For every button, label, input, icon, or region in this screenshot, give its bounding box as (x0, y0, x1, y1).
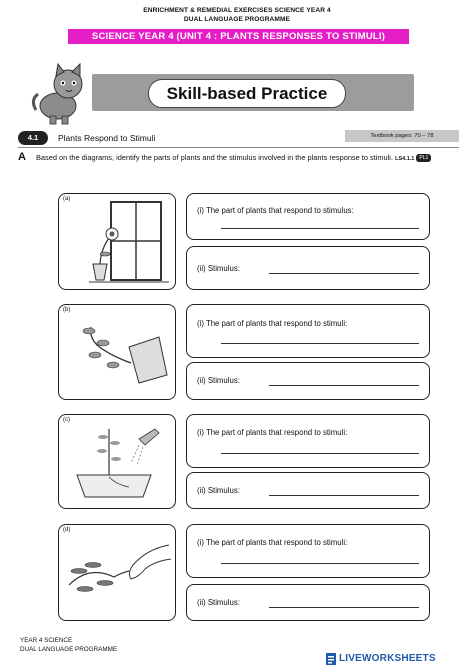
question-part-c: (i) The part of plants that respond to stimuli: (197, 428, 348, 437)
unit-banner: SCIENCE YEAR 4 (UNIT 4 : PLANTS RESPONSES TO STIMULI) (68, 29, 409, 44)
answer-line-b-part[interactable] (221, 343, 419, 344)
question-part-a: (i) The part of plants that respond to stimulus: (197, 206, 354, 215)
question-stimulus-b: (ii) Stimulus: (197, 376, 240, 385)
footer-line2: DUAL LANGUAGE PROGRAMME (20, 646, 118, 653)
footer-line1: YEAR 4 SCIENCE (20, 637, 73, 644)
item-label: (a) (63, 196, 71, 202)
section-divider (18, 147, 459, 148)
standard-code: LS4.1.1 (395, 156, 415, 162)
diagram-d (58, 524, 176, 621)
diagram-b (58, 304, 176, 400)
instruction-text: Based on the diagrams, identify the parts of plants and the stimulus involved in the plants response to stimuli. (36, 153, 394, 162)
answer-box-c-part (186, 414, 430, 468)
answer-box-a-stimulus (186, 246, 430, 290)
answer-line-d-stimulus[interactable] (269, 607, 419, 608)
item-label: (b) (63, 307, 71, 313)
question-letter: A (18, 151, 26, 163)
question-part-d: (i) The part of plants that respond to stimuli: (197, 538, 348, 547)
header-subtitle: DUAL LANGUAGE PROGRAMME (183, 16, 291, 23)
item-label: (d) (63, 527, 71, 533)
answer-line-a-stimulus[interactable] (269, 273, 419, 274)
section-title: Plants Respond to Stimuli (58, 133, 156, 143)
page-title: Skill-based Practice (166, 84, 328, 103)
performance-level-badge: PL1 (416, 154, 431, 162)
question-stimulus-a: (ii) Stimulus: (197, 264, 240, 273)
question-stimulus-c: (ii) Stimulus: (197, 486, 240, 495)
answer-box-d-part (186, 524, 430, 578)
question-part-b: (i) The part of plants that respond to stimuli: (197, 319, 348, 328)
textbook-pages: Textbook pages: 70 – 78 (345, 130, 459, 142)
item-label: (c) (63, 417, 70, 423)
section-number: 4.1 (18, 131, 48, 145)
answer-line-b-stimulus[interactable] (269, 385, 419, 386)
cat-mascot-icon (28, 60, 100, 126)
diagram-c (58, 414, 176, 509)
answer-box-d-stimulus (186, 584, 430, 621)
answer-box-a-part (186, 193, 430, 240)
answer-line-c-part[interactable] (221, 453, 419, 454)
answer-line-d-part[interactable] (221, 563, 419, 564)
header-title: ENRICHMENT & REMEDIAL EXERCISES SCIENCE YEAR 4 (143, 7, 331, 14)
watering-can-illustration (59, 415, 174, 507)
touch-plant-illustration (59, 525, 174, 619)
question-stimulus-d: (ii) Stimulus: (197, 598, 240, 607)
question-instructions (36, 152, 456, 165)
answer-line-a-part[interactable] (221, 228, 419, 229)
tilted-pot-illustration (59, 305, 174, 398)
liveworksheets-brand[interactable]: LIVEWORKSHEETS (339, 653, 436, 664)
plant-window-illustration (59, 194, 174, 288)
answer-box-b-stimulus (186, 362, 430, 400)
diagram-a (58, 193, 176, 290)
answer-box-b-part (186, 304, 430, 358)
answer-line-c-stimulus[interactable] (269, 495, 419, 496)
answer-box-c-stimulus (186, 472, 430, 509)
